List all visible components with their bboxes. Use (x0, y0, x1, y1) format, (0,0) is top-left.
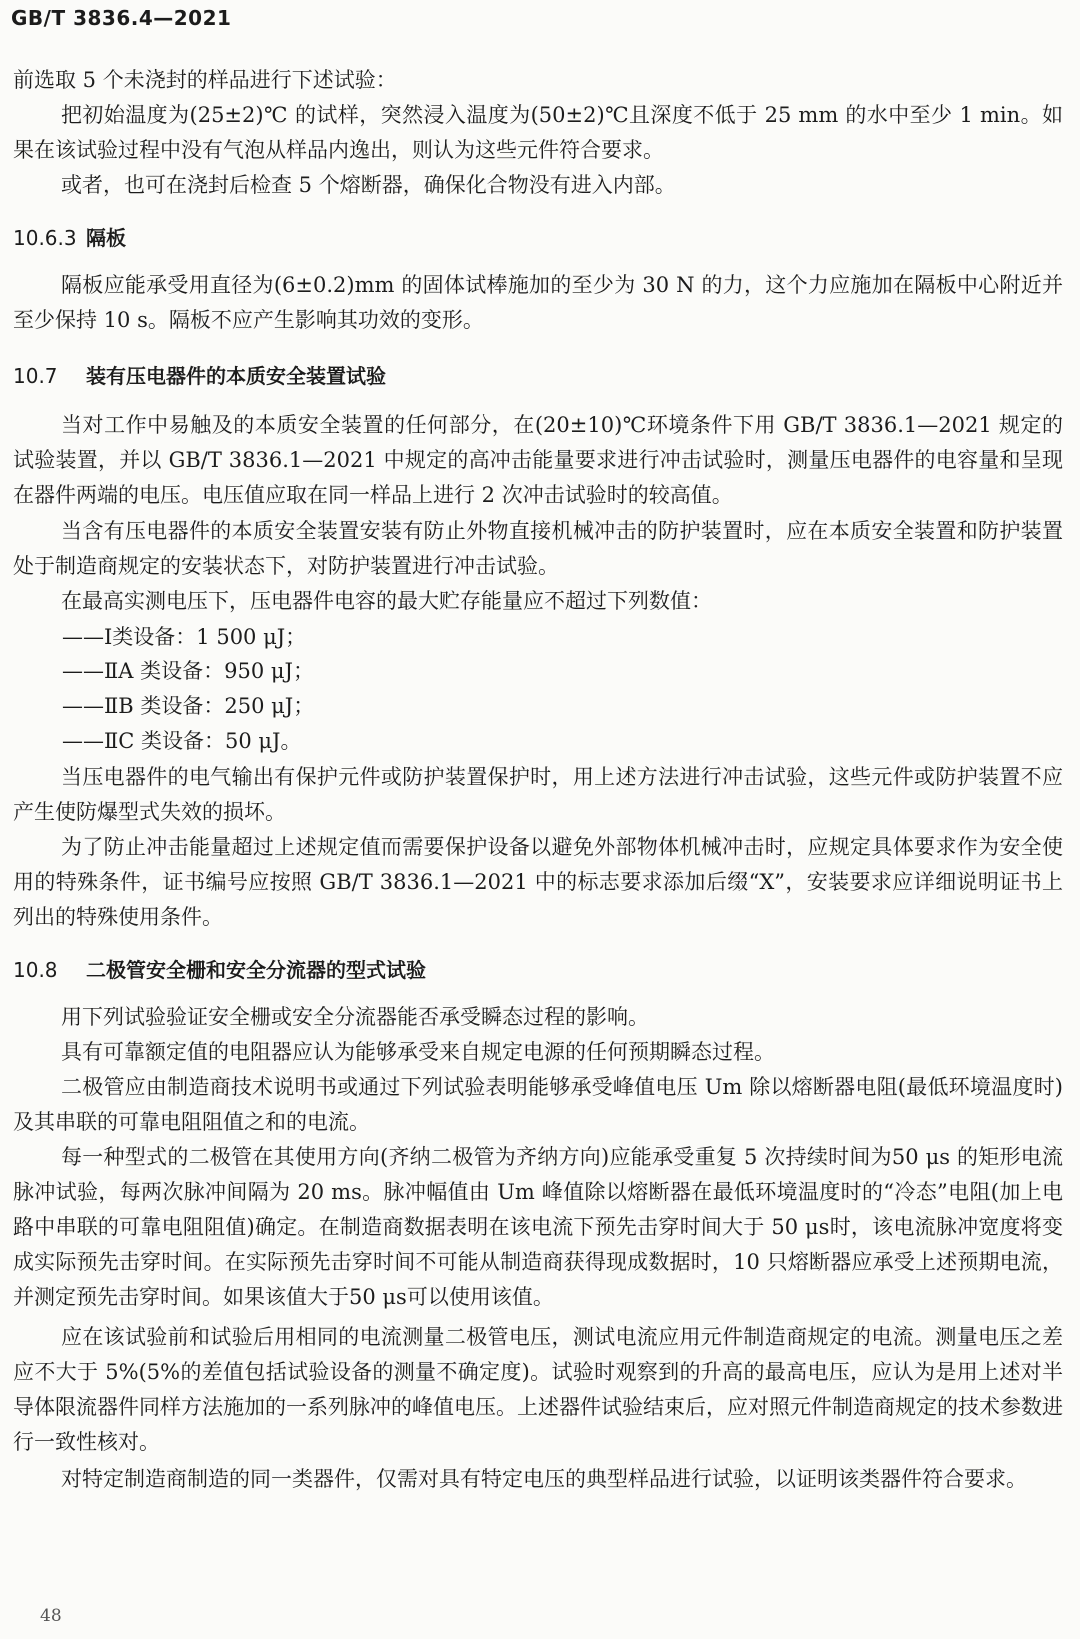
section-heading-10-8 (13, 955, 426, 985)
section-title: 隔板 (86, 226, 126, 250)
section-number: 10.8 (13, 958, 58, 982)
paragraph-max-energy: 在最高实测电压下，压电器件电容的最大贮存能量应不超过下列数值： (61, 589, 712, 613)
paragraph-immersion-test: 把初始温度为(25±2)℃ 的试样，突然浸入温度为(50±2)℃且深度不低于 25 mm 的水中至少 1 min。如果在该试验过程中没有气泡从样品内逸出，则认为这些元件符合要求。 (13, 103, 1063, 162)
section-heading-10-7 (13, 361, 386, 391)
energy-limit-group-IIB: ——ⅡB 类设备：250 μJ； (62, 694, 315, 718)
paragraph-protection-components: 当压电器件的电气输出有保护元件或防护装置保护时，用上述方法进行冲击试验，这些元件或防护装置不应产生使防爆型式失效的损坏。 (13, 765, 1063, 824)
paragraph-diode-current: 二极管应由制造商技术说明书或通过下列试验表明能够承受峰值电压 Um 除以熔断器电阻(最低环境温度时)及其串联的可靠电阻阻值之和的电流。 (13, 1075, 1063, 1134)
energy-limit-group-IIC: ——ⅡC 类设备：50 μJ。 (62, 729, 302, 753)
paragraph-sample-selection: 前选取 5 个未浇封的样品进行下述试验： (13, 68, 397, 92)
standard-code: GB/T 3836.4—2021 (11, 6, 232, 30)
paragraph-partition-force: 隔板应能承受用直径为(6±0.2)mm 的固体试棒施加的至少为 30 N 的力，这个力应施加在隔板中心附近并至少保持 10 s。隔板不应产生影响其功效的变形。 (13, 273, 1063, 332)
paragraph-alternative-check: 或者，也可在浇封后检查 5 个熔断器，确保化合物没有进入内部。 (61, 173, 676, 197)
paragraph-typical-sample: 对特定制造商制造的同一类器件，仅需对具有特定电压的典型样品进行试验，以证明该类器件符合要求。 (61, 1467, 1027, 1491)
paragraph-transient-test: 用下列试验验证安全栅或安全分流器能否承受瞬态过程的影响。 (61, 1005, 649, 1029)
section-title: 装有压电器件的本质安全装置试验 (86, 364, 386, 388)
paragraph-voltage-measurement: 应在该试验前和试验后用相同的电流测量二极管电压，测试电流应用元件制造商规定的电流。测量电压之差应不大于 5%(5%的差值包括试验设备的测量不确定度)。试验时观察到的升高的最高电压，应认为是用上述对半导体限流器件同样方法施加的一系列脉冲的峰值电压。上述器件试验结束后，应对照元件制造商规定的技术参数进行一致性核对。 (13, 1325, 1063, 1454)
section-number: 10.7 (13, 364, 58, 388)
energy-limit-group-I: ——Ⅰ类设备：1 500 μJ； (62, 625, 307, 649)
paragraph-special-conditions: 为了防止冲击能量超过上述规定值而需要保护设备以避免外部物体机械冲击时，应规定具体要求作为安全使用的特殊条件，证书编号应按照 GB/T 3836.1—2021 中的标志要求添加后缀“X”，安装要求应详细说明证书上列出的特殊使用条件。 (13, 835, 1063, 929)
paragraph-pulse-test: 每一种型式的二极管在其使用方向(齐纳二极管为齐纳方向)应能承受重复 5 次持续时间为50 μs 的矩形电流脉冲试验，每两次脉冲间隔为 20 ms。脉冲幅值由 Um 峰值除以熔断器在最低环境温度时的“冷态”电阻(加上电路中串联的可靠电阻阻值)确定。在制造商数据表明在该电流下预先击穿时间大于 50 μs时，该电流脉冲宽度将变成实际预先击穿时间。在实际预先击穿时间不可能从制造商获得现成数据时，10 只熔断器应承受上述预期电流，并测定预先击穿时间。如果该值大于50 μs可以使用该值。 (13, 1145, 1063, 1309)
paragraph-impact-test: 当对工作中易触及的本质安全装置的任何部分，在(20±10)℃环境条件下用 GB/T 3836.1—2021 规定的试验装置，并以 GB/T 3836.1—2021 中规定的高冲击能量要求进行冲击试验时，测量压电器件的电容量和呈现在器件两端的电压。电压值应取在同一样品上进行 2 次冲击试验时的较高值。 (13, 413, 1063, 507)
page-number: 48 (40, 1606, 62, 1626)
section-title: 二极管安全栅和安全分流器的型式试验 (86, 958, 426, 982)
section-number: 10.6.3 (13, 226, 77, 250)
paragraph-resistor-rating: 具有可靠额定值的电阻器应认为能够承受来自规定电源的任何预期瞬态过程。 (61, 1040, 775, 1064)
section-heading-10-6-3 (13, 223, 126, 253)
paragraph-protective-device: 当含有压电器件的本质安全装置安装有防止外物直接机械冲击的防护装置时，应在本质安全装置和防护装置处于制造商规定的安装状态下，对防护装置进行冲击试验。 (13, 519, 1063, 578)
energy-limit-group-IIA: ——ⅡA 类设备：950 μJ； (62, 659, 314, 683)
